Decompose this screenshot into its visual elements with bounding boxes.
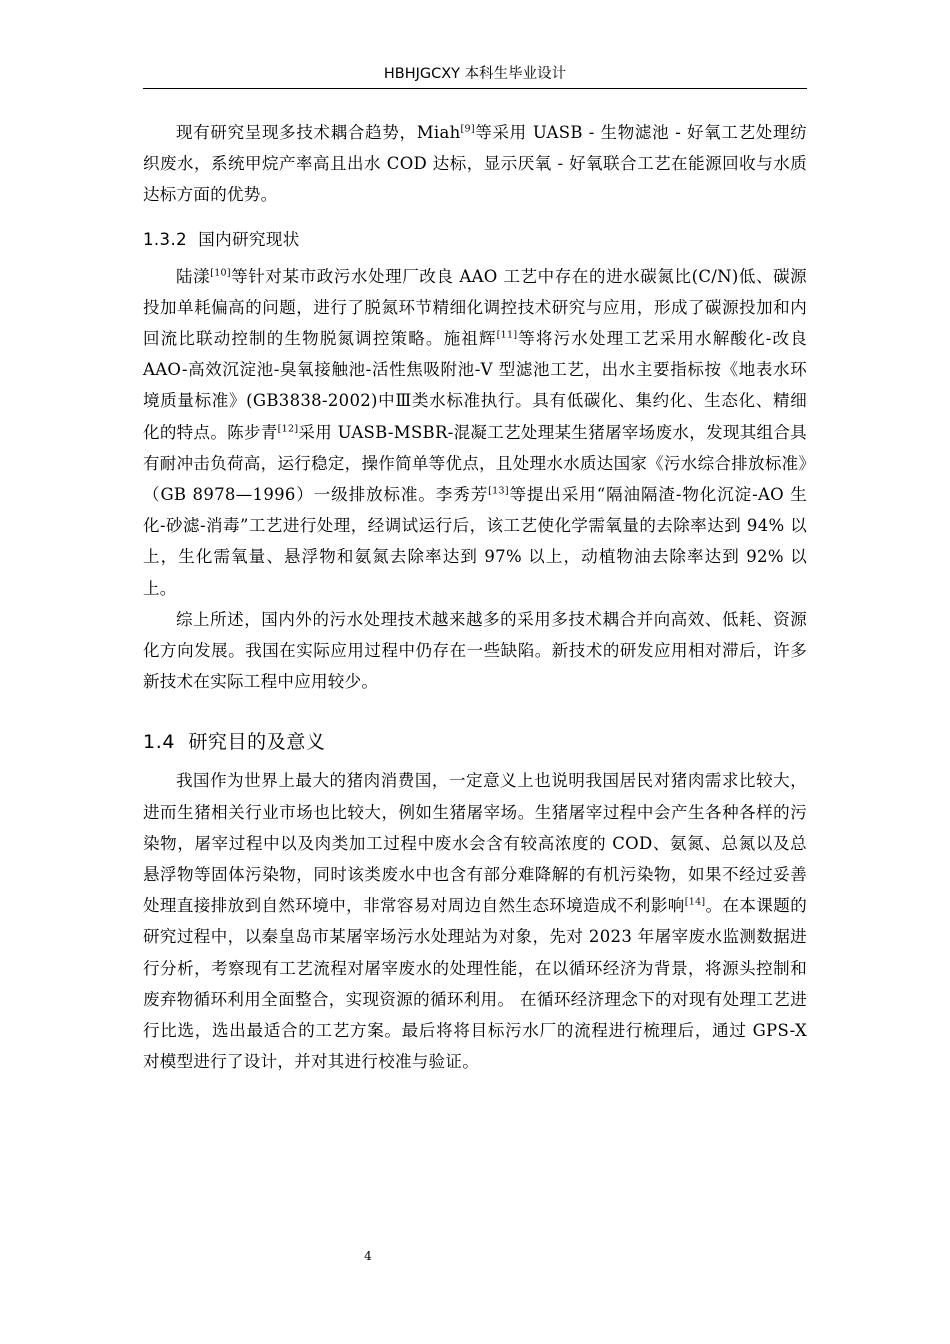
paragraph-text: 采用 UASB-MSBR-混凝工艺处理某生猪屠宰场废水，发现其组合具有耐冲击负荷高，运行稳定，操作简单等优点，且处理水水质达国家《污水综合排放标准》（GB 8978—1996）一级排放标准。李秀芳 bbox=[143, 422, 808, 505]
citation-ref: [13] bbox=[488, 485, 509, 497]
paragraph-text: 。在本课题的研究过程中，以秦皇岛市某屠宰场污水处理站为对象，先对 2023 年屠宰废水监测数据进行分析，考察现有工艺流程对屠宰废水的处理性能，在以循环经济为背景，将源头控制和废弃物循环利用全面整合，实现资源的循环利用。 在循环经济理念下的对现有处理工艺进行比选，选出最适合的工艺方案。最后将将目标污水厂的流程进行梳理后，通过 GPS-X 对模型进行了设计，并对其进行校准与验证。 bbox=[143, 896, 807, 1072]
page-number: 4 bbox=[364, 1249, 372, 1263]
paragraph-research-purpose bbox=[143, 765, 807, 1077]
running-header: HBHJGCXY 本科生毕业设计 bbox=[383, 66, 567, 82]
citation-ref: [12] bbox=[277, 423, 299, 435]
section-heading-1-4 bbox=[143, 727, 807, 757]
page-body bbox=[143, 117, 807, 1077]
section-title: 研究目的及意义 bbox=[188, 731, 326, 754]
citation-ref: [11] bbox=[496, 329, 518, 341]
paragraph-text: 陆漾 bbox=[176, 266, 211, 286]
paragraph-summary: 综上所述，国内外的污水处理技术越来越多的采用多技术耦合并向高效、低耗、资源化方向发展。我国在实际应用过程中仍存在一些缺陷。新技术的研发应用相对滞后，许多新技术在实际工程中应用较少。 bbox=[143, 609, 807, 692]
section-heading-1-3-2 bbox=[143, 227, 807, 253]
citation-ref: [10] bbox=[210, 267, 231, 279]
paragraph-text: 等针对某市政污水处理厂改良 AAO 工艺中存在的进水碳氮比(C/N)低、碳源投加单耗偏高的问题，进行了脱氮环节精细化调控技术研究与应用，形成了碳源投加和内回流比联动控制的生物脱氮调控策略。施祖辉 bbox=[143, 266, 807, 349]
paragraph-text: 等采用 UASB - 生物滤池 - 好氧工艺处理纺织废水，系统甲烷产率高且出水 COD 达标，显示厌氧 - 好氧联合工艺在能源回收与水质达标方面的优势。 bbox=[143, 123, 807, 205]
paragraph-text: 我国作为世界上最大的猪肉消费国，一定意义上也说明我国居民对猪肉需求比较大，进而生猪相关行业市场也比较大，例如生猪屠宰场。生猪屠宰过程中会产生各种各样的污染物，屠宰过程中以及肉类加工过程中废水会含有较高浓度的 COD、氨氮、总氮以及总悬浮物等固体污染物，同时该类废水中也含有部分难降解的有机污染物，如果不经过妥善处理直接排放到自然环境中，非常容易对周边自然生态环境造成不利影响 bbox=[143, 771, 807, 916]
paragraph-text: 现有研究呈现多技术耦合趋势，Miah bbox=[176, 123, 461, 142]
paragraph-international-coupling bbox=[143, 117, 807, 211]
header-rule bbox=[143, 88, 807, 89]
paragraph-domestic-research bbox=[143, 261, 807, 604]
section-number: 1.4 bbox=[143, 731, 176, 754]
paragraph-text: 等提出采用“隔油隔渣-物化沉淀-AO 生化-砂滤-消毒”工艺进行处理，经调试运行后，该工艺使化学需氧量的去除率达到 94% 以上，生化需氧量、悬浮物和氨氮去除率达到 97% 以上，动植物油去除率达到 92% 以上。 bbox=[143, 485, 807, 598]
paragraph-text: 等将污水处理工艺采用水解酸化-改良 AAO-高效沉淀池-臭氧接触池-活性焦吸附池-V 型滤池工艺，出水主要指标按《地表水环境质量标准》(GB3838-2002)中Ⅲ类水标准执行。具有低碳化、集约化、生态化、精细化的特点。陈步青 bbox=[143, 329, 808, 442]
section-title: 国内研究现状 bbox=[198, 229, 300, 249]
citation-ref: [9] bbox=[460, 123, 475, 135]
section-number: 1.3.2 bbox=[143, 229, 187, 249]
citation-ref: [14] bbox=[684, 896, 706, 908]
